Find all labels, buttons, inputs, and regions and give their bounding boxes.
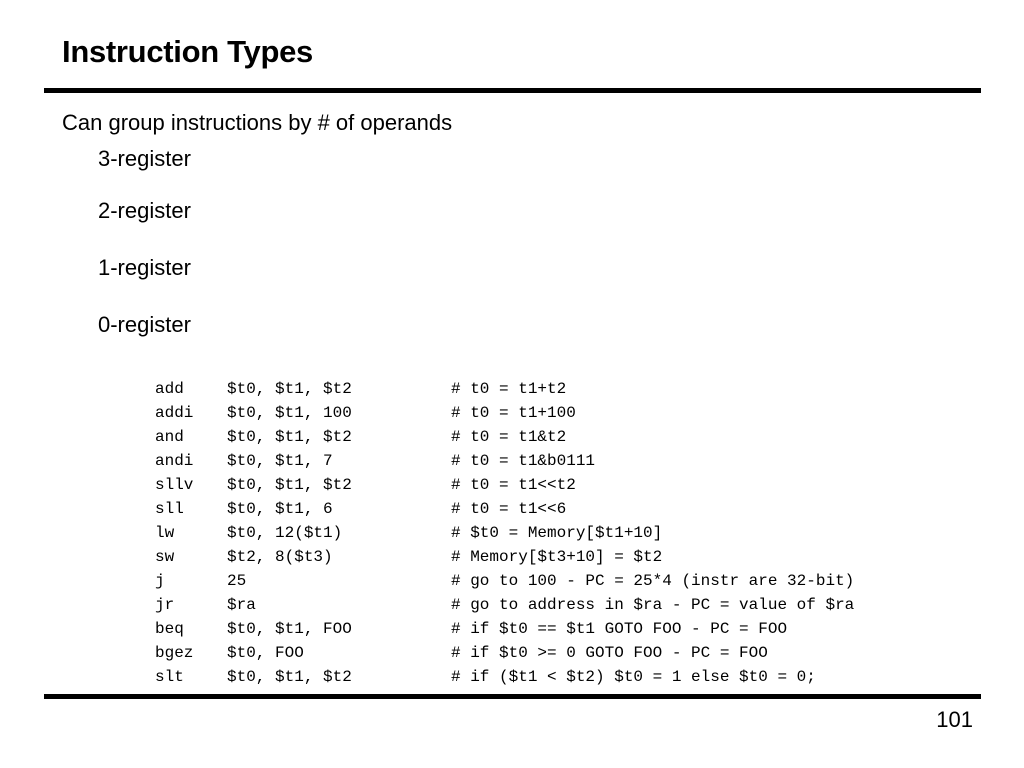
opcode: sllv	[155, 476, 194, 494]
operands: $t0, $t1, 7	[227, 452, 333, 470]
instruction-row	[155, 425, 854, 449]
instruction-table	[155, 377, 854, 689]
instruction-row	[155, 569, 854, 593]
opcode: sll	[155, 500, 184, 518]
slide-title: Instruction Types	[62, 34, 313, 69]
opcode: lw	[155, 524, 175, 542]
opcode: andi	[155, 452, 194, 470]
operands: $t0, $t1, $t2	[227, 380, 352, 398]
operands: $t0, 12($t1)	[227, 524, 343, 542]
operands: $t0, $t1, 100	[227, 404, 352, 422]
instruction-row	[155, 545, 854, 569]
operands: 25	[227, 572, 247, 590]
bullet-0-register: 0-register	[98, 312, 191, 337]
comment: # t0 = t1<<6	[451, 500, 567, 518]
comment: # Memory[$t3+10] = $t2	[451, 548, 663, 566]
operands: $t0, $t1, $t2	[227, 476, 352, 494]
bullet-1-register: 1-register	[98, 255, 191, 280]
title-divider	[44, 88, 981, 93]
opcode: jr	[155, 596, 175, 614]
instruction-row	[155, 473, 854, 497]
opcode: sw	[155, 548, 175, 566]
operands: $t0, $t1, FOO	[227, 620, 352, 638]
instruction-row	[155, 665, 854, 689]
comment: # go to address in $ra - PC = value of $ra	[451, 596, 855, 614]
comment: # t0 = t1&t2	[451, 428, 567, 446]
opcode: j	[155, 572, 165, 590]
comment: # t0 = t1&b0111	[451, 452, 596, 470]
comment: # go to 100 - PC = 25*4 (instr are 32-bit)	[451, 572, 855, 590]
instruction-row	[155, 641, 854, 665]
comment: # t0 = t1+100	[451, 404, 576, 422]
instruction-row	[155, 401, 854, 425]
instruction-row	[155, 497, 854, 521]
opcode: and	[155, 428, 184, 446]
opcode: bgez	[155, 644, 194, 662]
bullet-3-register: 3-register	[98, 146, 191, 171]
instruction-row	[155, 617, 854, 641]
opcode: add	[155, 380, 184, 398]
comment: # t0 = t1<<t2	[451, 476, 576, 494]
comment: # if $t0 >= 0 GOTO FOO - PC = FOO	[451, 644, 768, 662]
footer-divider	[44, 694, 981, 699]
opcode: beq	[155, 620, 184, 638]
comment: # t0 = t1+t2	[451, 380, 567, 398]
operands: $t0, FOO	[227, 644, 304, 662]
operands: $ra	[227, 596, 256, 614]
comment: # $t0 = Memory[$t1+10]	[451, 524, 663, 542]
opcode: addi	[155, 404, 194, 422]
instruction-row	[155, 521, 854, 545]
instruction-row	[155, 377, 854, 401]
operands: $t2, 8($t3)	[227, 548, 333, 566]
comment: # if ($t1 < $t2) $t0 = 1 else $t0 = 0;	[451, 668, 816, 686]
page-number: 101	[936, 707, 973, 732]
operands: $t0, $t1, $t2	[227, 428, 352, 446]
opcode: slt	[155, 668, 184, 686]
intro-text: Can group instructions by # of operands	[62, 110, 453, 135]
instruction-row	[155, 449, 854, 473]
comment: # if $t0 == $t1 GOTO FOO - PC = FOO	[451, 620, 788, 638]
operands: $t0, $t1, 6	[227, 500, 333, 518]
instruction-row	[155, 593, 854, 617]
bullet-2-register: 2-register	[98, 198, 191, 223]
operands: $t0, $t1, $t2	[227, 668, 352, 686]
